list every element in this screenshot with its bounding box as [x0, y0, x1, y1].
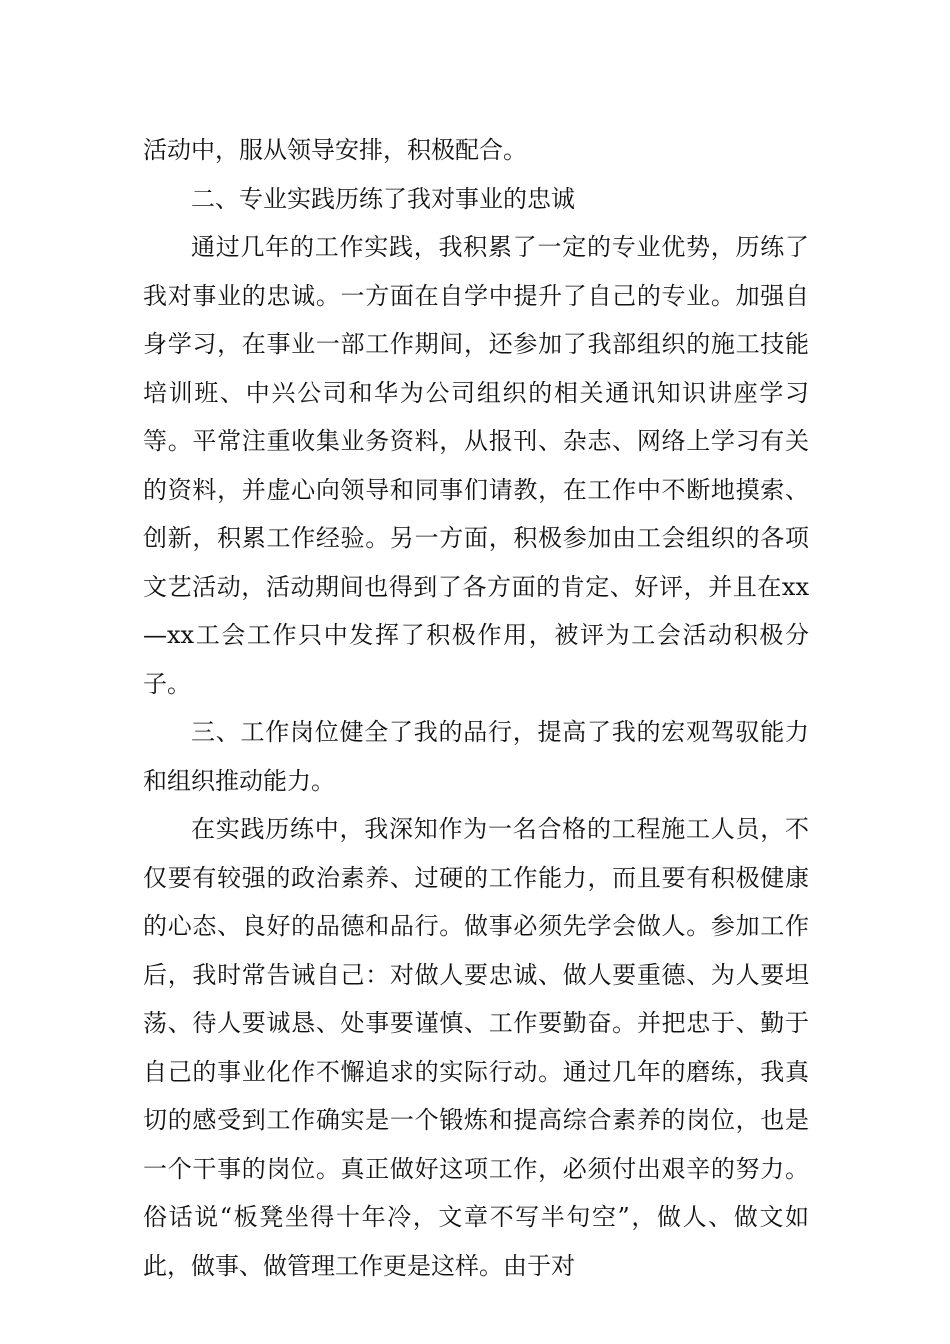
paragraph-continuation: 活动中，服从领导安排，积极配合。 [143, 136, 527, 164]
paragraph-character-building: 在实践历练中，我深知作为一名合格的工程施工人员，不仅要有较强的政治素养、过硬的工作能力，而且要有积极健康的心态、良好的品德和品行。做事必须先学会做人。参加工作后，我时常告诫自己：对做人要忠诚、做人要重德、为人要坦荡、待人要诚恳、处事要谨慎、工作要勤奋。并把忠于、勤于自己的事业化作不懈追求的实际行动。通过几年的磨练，我真切的感受到工作确实是一个锻炼和提高综合素养的岗位，也是一个干事的岗位。真正做好这项工作，必须付出艰辛的努力。俗话说“板凳坐得十年冷，文章不写半句空”，做人、做文如此，做事、做管理工作更是这样。由于对 [143, 815, 809, 1280]
document-body [143, 126, 809, 1290]
section-heading-3: 三、工作岗位健全了我的品行，提高了我的宏观驾驭能力和组织推动能力。 [143, 718, 809, 795]
paragraph-professional-practice: 通过几年的工作实践，我积累了一定的专业优势，历练了我对事业的忠诚。一方面在自学中提升了自己的专业。加强自身学习，在事业一部工作期间，还参加了我部组织的施工技能培训班、中兴公司和华为公司组织的相关通讯知识讲座学习等。平常注重收集业务资料，从报刊、杂志、网络上学习有关的资料，并虚心向领导和同事们请教，在工作中不断地摸索、创新，积累工作经验。另一方面，积极参加由工会组织的各项文艺活动，活动期间也得到了各方面的肯定、好评，并且在xx—xx工会工作只中发挥了积极作用，被评为工会活动积极分子。 [143, 233, 809, 698]
section-heading-2: 二、专业实践历练了我对事业的忠诚 [191, 184, 575, 213]
